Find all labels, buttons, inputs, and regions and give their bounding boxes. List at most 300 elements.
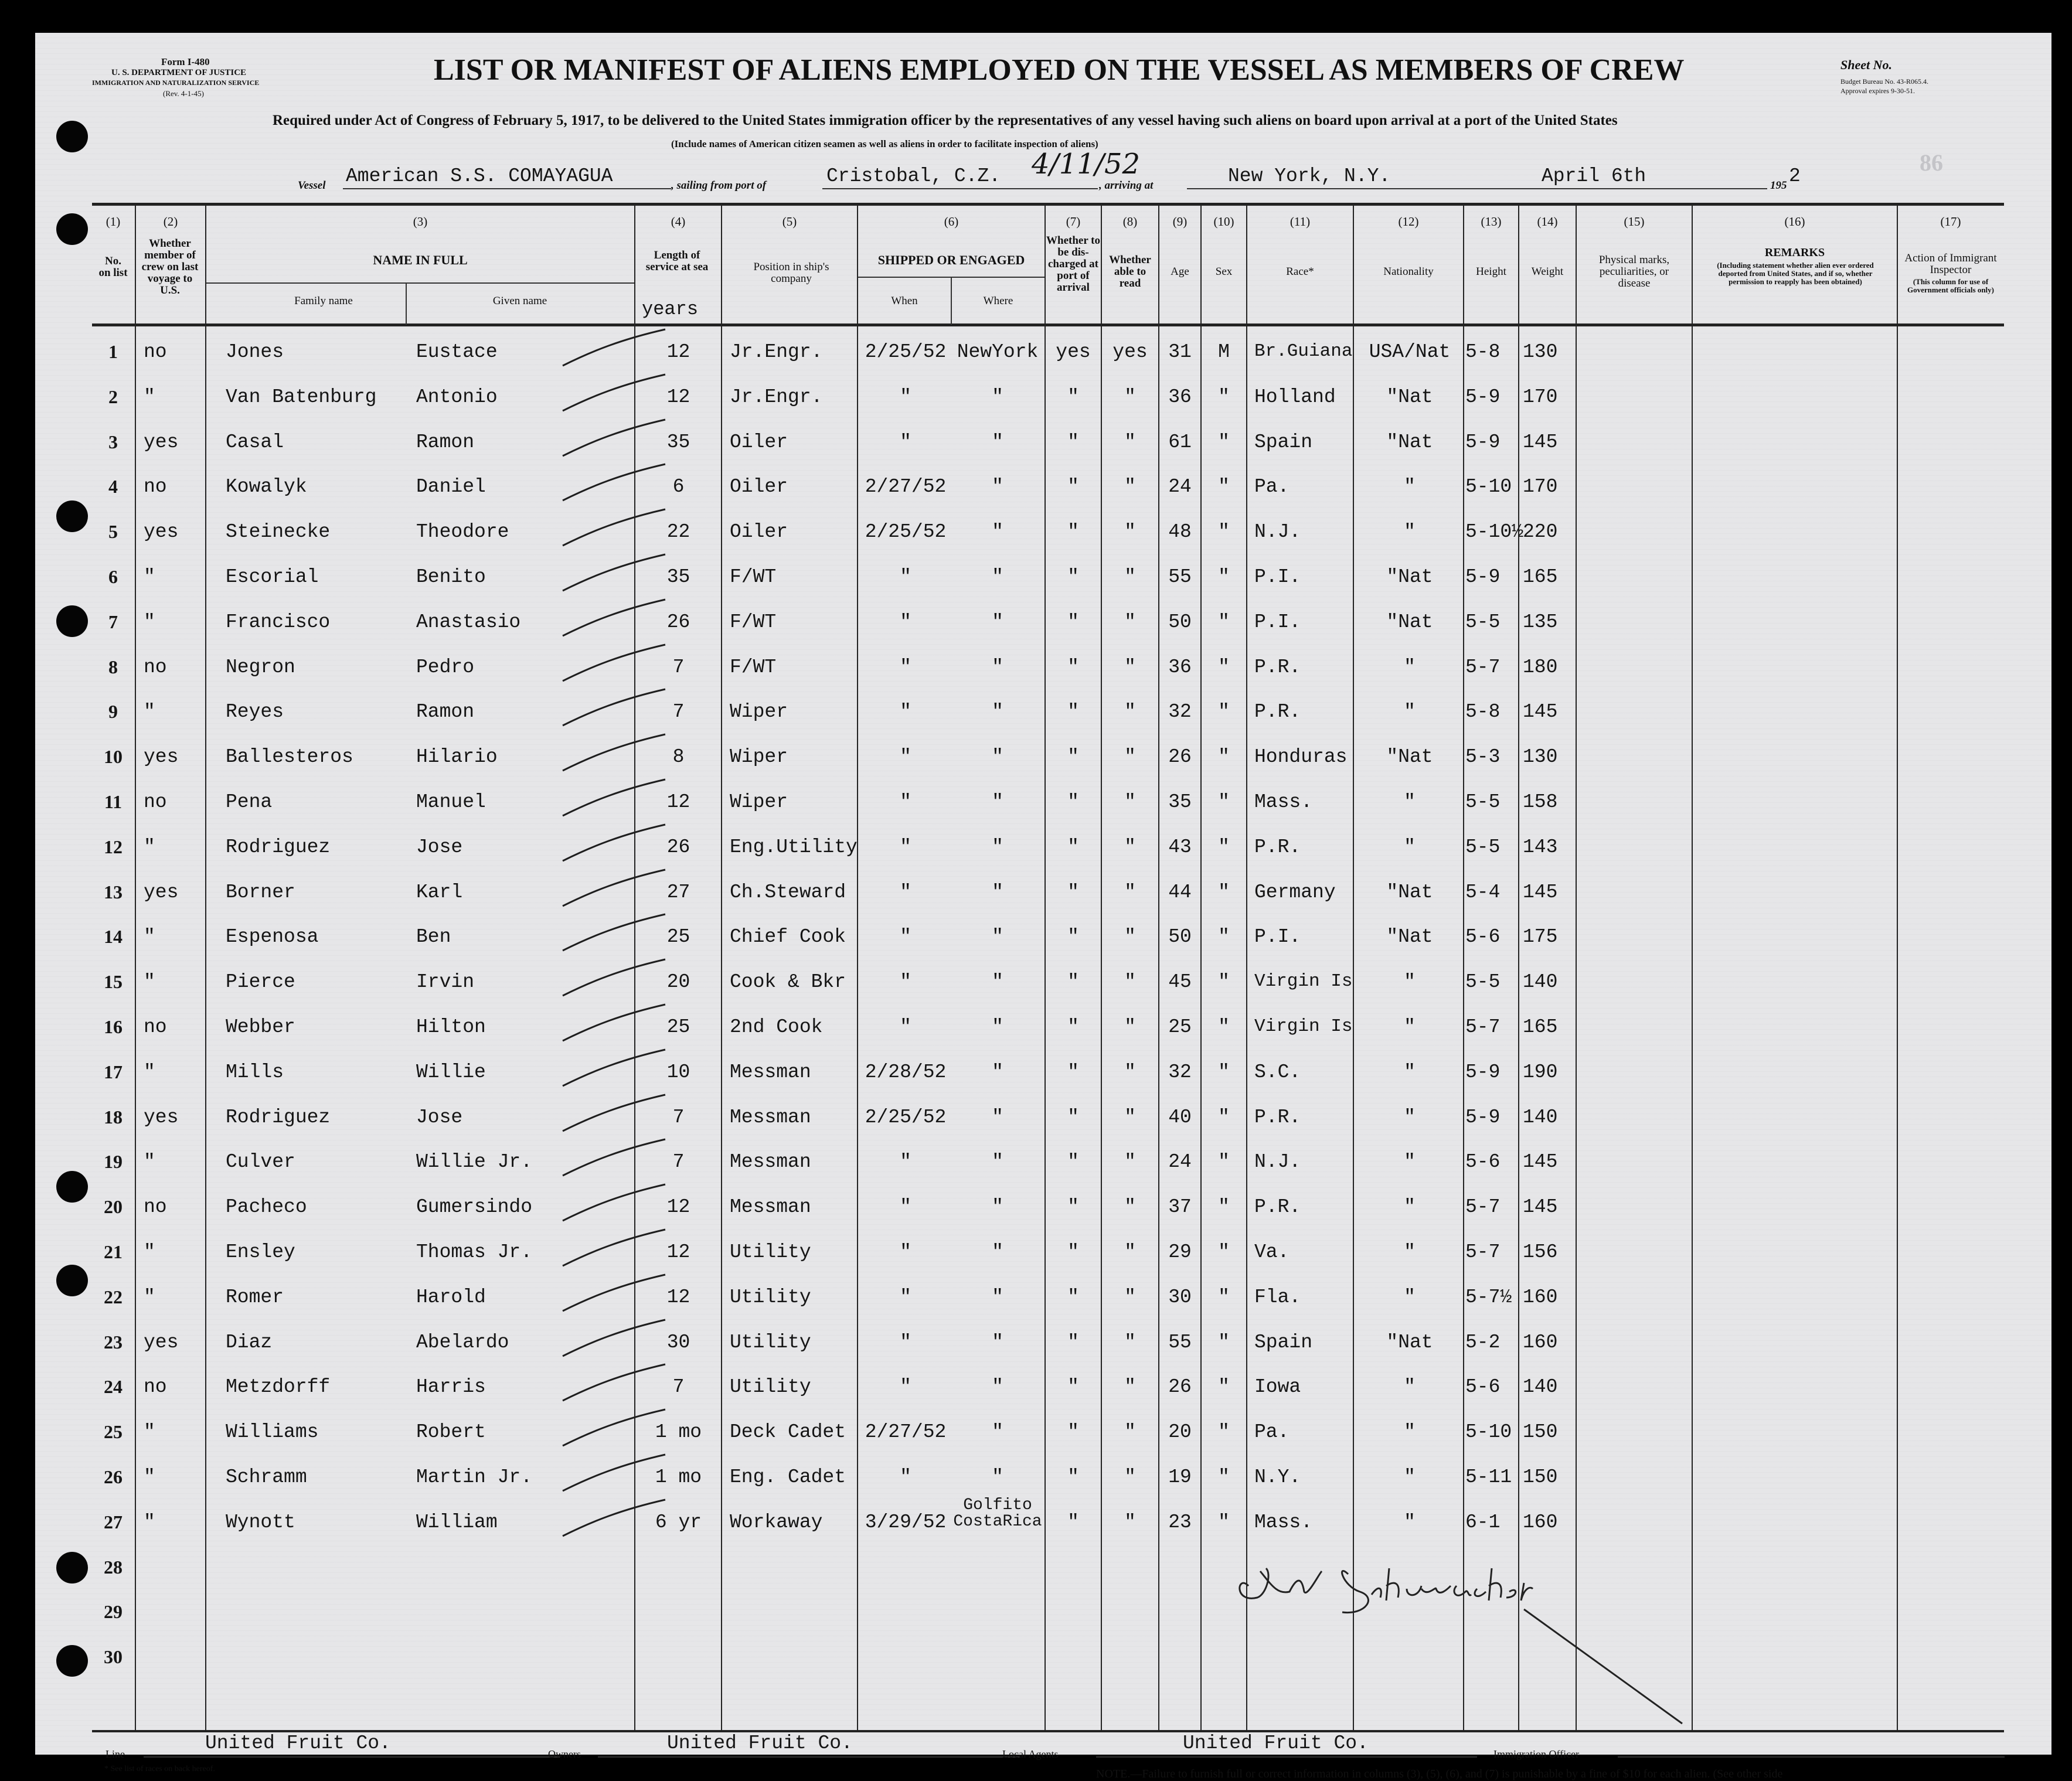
cell-discharged: " bbox=[1067, 1016, 1079, 1038]
cell-weight: 140 bbox=[1523, 971, 1558, 993]
colnum-14: (14) bbox=[1537, 214, 1558, 229]
cell-height: 5-10 bbox=[1465, 476, 1512, 498]
cell-position: Oiler bbox=[730, 521, 788, 543]
check-mark bbox=[557, 1405, 674, 1452]
cell-family-name: Casal bbox=[226, 431, 284, 453]
cell-family-name: Ensley bbox=[226, 1241, 295, 1263]
cell-row-number: 17 bbox=[104, 1061, 123, 1082]
cell-age: 61 bbox=[1168, 431, 1192, 453]
table-row bbox=[35, 513, 2051, 557]
check-mark bbox=[557, 415, 674, 462]
cell-nationality: "Nat bbox=[1386, 566, 1433, 588]
cell-given-name: Harris bbox=[416, 1376, 486, 1398]
check-mark bbox=[557, 1135, 674, 1181]
cell-able-to-read: " bbox=[1124, 476, 1136, 498]
cell-sex: " bbox=[1218, 1151, 1230, 1173]
cell-position: Wiper bbox=[730, 701, 788, 723]
cell-able-to-read: yes bbox=[1112, 341, 1148, 363]
cell-position: F/WT bbox=[730, 611, 777, 633]
cell-discharged: yes bbox=[1056, 341, 1091, 363]
cell-weight: 160 bbox=[1523, 1511, 1558, 1533]
cell-row-number: 5 bbox=[108, 521, 118, 543]
cell-crew-last-voyage: yes bbox=[144, 746, 179, 768]
cell-family-name: Webber bbox=[226, 1016, 295, 1038]
cell-age: 45 bbox=[1168, 971, 1192, 993]
col-header-height: Height bbox=[1476, 265, 1506, 278]
cell-height: 5-5 bbox=[1465, 611, 1501, 633]
cell-shipped-where: " bbox=[992, 1466, 1003, 1488]
form-department: U. S. DEPARTMENT OF JUSTICE bbox=[111, 68, 247, 77]
cell-height: 5-3 bbox=[1465, 746, 1501, 768]
table-row bbox=[35, 423, 2051, 468]
check-mark bbox=[557, 1360, 674, 1407]
cell-age: 23 bbox=[1168, 1511, 1192, 1533]
cell-race: P.R. bbox=[1254, 701, 1301, 723]
cell-nationality: " bbox=[1404, 836, 1416, 858]
colnum-7: (7) bbox=[1066, 214, 1081, 229]
cell-shipped-where: " bbox=[992, 1421, 1003, 1443]
footer-line: United Fruit Co. bbox=[205, 1732, 391, 1754]
cell-race: P.R. bbox=[1254, 656, 1301, 678]
col-header-sex: Sex bbox=[1215, 265, 1233, 278]
cell-discharged: " bbox=[1067, 656, 1079, 678]
cell-given-name: Harold bbox=[416, 1286, 486, 1308]
cell-position: F/WT bbox=[730, 656, 777, 678]
cell-nationality: " bbox=[1404, 1286, 1416, 1308]
table-row bbox=[35, 1593, 2051, 1637]
cell-shipped-when: 2/25/52 bbox=[865, 341, 947, 363]
cell-service-length: 30 bbox=[666, 1331, 690, 1353]
cell-crew-last-voyage: yes bbox=[144, 431, 179, 453]
cell-age: 44 bbox=[1168, 881, 1192, 903]
cell-position: Jr.Engr. bbox=[730, 341, 823, 363]
col-header-position: Position in ship's company bbox=[753, 261, 829, 285]
footer-owners-label: Owners bbox=[548, 1748, 581, 1760]
signature bbox=[1225, 1539, 1723, 1750]
table-row bbox=[35, 333, 2051, 377]
table-row bbox=[35, 873, 2051, 918]
cell-able-to-read: " bbox=[1124, 656, 1136, 678]
cell-discharged: " bbox=[1067, 611, 1079, 633]
include-statement: (Include names of American citizen seamen as well as aliens in order to facilitate inspection of aliens) bbox=[671, 138, 1098, 149]
budget-bureau: Budget Bureau No. 43-R065.4. bbox=[1840, 77, 1928, 86]
cell-position: Oiler bbox=[730, 431, 788, 453]
cell-position: Jr.Engr. bbox=[730, 386, 823, 408]
cell-discharged: " bbox=[1067, 1106, 1079, 1128]
cell-family-name: Metzdorff bbox=[226, 1376, 331, 1398]
cell-able-to-read: " bbox=[1124, 881, 1136, 903]
cell-crew-last-voyage: no bbox=[144, 341, 167, 363]
cell-sex: " bbox=[1218, 881, 1230, 903]
cell-weight: 145 bbox=[1523, 701, 1558, 723]
colnum-8: (8) bbox=[1122, 214, 1138, 229]
cell-shipped-where: " bbox=[992, 836, 1003, 858]
cell-age: 37 bbox=[1168, 1196, 1192, 1218]
cell-able-to-read: " bbox=[1124, 836, 1136, 858]
cell-nationality: USA/Nat bbox=[1369, 341, 1451, 363]
required-statement: Required under Act of Congress of February 5, 1917, to be delivered to the United States immigration officer by the representatives of any vessel having such aliens on board upon arrival at a port of the United States bbox=[273, 113, 1618, 128]
cell-able-to-read: " bbox=[1124, 611, 1136, 633]
cell-weight: 158 bbox=[1523, 791, 1558, 813]
cell-row-number: 18 bbox=[104, 1106, 123, 1128]
cell-discharged: " bbox=[1067, 1376, 1079, 1398]
cell-family-name: Williams bbox=[226, 1421, 319, 1443]
cell-position: Messman bbox=[730, 1061, 811, 1083]
cell-able-to-read: " bbox=[1124, 1151, 1136, 1173]
cell-position: Eng. Cadet bbox=[730, 1466, 846, 1488]
cell-shipped-where: " bbox=[992, 611, 1003, 633]
cell-height: 5-5 bbox=[1465, 791, 1501, 813]
cell-height: 5-7 bbox=[1465, 656, 1501, 678]
cell-weight: 175 bbox=[1523, 926, 1558, 948]
cell-sex: " bbox=[1218, 971, 1230, 993]
cell-age: 26 bbox=[1168, 1376, 1192, 1398]
cell-service-length: 7 bbox=[672, 656, 685, 678]
cell-service-length: 8 bbox=[672, 746, 685, 768]
cell-position: Utility bbox=[730, 1376, 811, 1398]
cell-race: N.J. bbox=[1254, 521, 1301, 543]
cell-family-name: Van Batenburg bbox=[226, 386, 377, 408]
arriving-port: New York, N.Y. bbox=[1228, 165, 1391, 187]
cell-position: Ch.Steward bbox=[730, 881, 846, 903]
cell-discharged: " bbox=[1067, 836, 1079, 858]
cell-given-name: Gumersindo bbox=[416, 1196, 533, 1218]
penalty-note: NOTE.—Failure to furnish full or correct information in columns (3), (5), (6), and (7) is punishable by a fine of $10 for each alien. (See other side bbox=[1096, 1768, 1783, 1780]
cell-crew-last-voyage: no bbox=[144, 1376, 167, 1398]
punch-hole bbox=[56, 213, 88, 245]
cell-race: S.C. bbox=[1254, 1061, 1301, 1083]
cell-height: 5-9 bbox=[1465, 1106, 1501, 1128]
cell-family-name: Rodriguez bbox=[226, 1106, 331, 1128]
col-header-nationality: Nationality bbox=[1383, 265, 1434, 278]
cell-nationality: " bbox=[1404, 521, 1416, 543]
check-mark bbox=[557, 505, 674, 551]
cell-weight: 160 bbox=[1523, 1286, 1558, 1308]
table-row bbox=[35, 603, 2051, 648]
colnum-1: (1) bbox=[106, 214, 121, 229]
cell-given-name: Antonio bbox=[416, 386, 498, 408]
cell-shipped-when: " bbox=[900, 656, 911, 678]
cell-able-to-read: " bbox=[1124, 1196, 1136, 1218]
col-header-physical: Physical marks, peculiarities, or disease bbox=[1598, 254, 1670, 290]
cell-crew-last-voyage: " bbox=[144, 701, 155, 723]
cell-shipped-when: " bbox=[900, 386, 911, 408]
cell-nationality: " bbox=[1404, 1421, 1416, 1443]
cell-age: 40 bbox=[1168, 1106, 1192, 1128]
cell-given-name: Hilton bbox=[416, 1016, 486, 1038]
cell-race: Honduras bbox=[1254, 746, 1348, 768]
col-header-action: Action of Immigrant Inspector bbox=[1904, 252, 1997, 276]
cell-row-number: 26 bbox=[104, 1466, 123, 1487]
cell-race: P.R. bbox=[1254, 1196, 1301, 1218]
cell-weight: 140 bbox=[1523, 1376, 1558, 1398]
sailing-from-label: , sailing from port of bbox=[671, 179, 767, 192]
cell-age: 19 bbox=[1168, 1466, 1192, 1488]
cell-nationality: " bbox=[1404, 701, 1416, 723]
cell-height: 5-7 bbox=[1465, 1196, 1501, 1218]
cell-age: 36 bbox=[1168, 386, 1192, 408]
cell-race: Va. bbox=[1254, 1241, 1290, 1263]
cell-able-to-read: " bbox=[1124, 1511, 1136, 1533]
cell-shipped-where: " bbox=[992, 701, 1003, 723]
cell-row-number: 16 bbox=[104, 1016, 123, 1037]
cell-position: Messman bbox=[730, 1151, 811, 1173]
cell-given-name: Hilario bbox=[416, 746, 498, 768]
cell-race: P.R. bbox=[1254, 836, 1301, 858]
cell-row-number: 13 bbox=[104, 881, 123, 903]
cell-discharged: " bbox=[1067, 1421, 1079, 1443]
stamp-date: 4/11/52 bbox=[1032, 148, 1141, 181]
cell-age: 50 bbox=[1168, 926, 1192, 948]
cell-height: 5-9 bbox=[1465, 431, 1501, 453]
cell-service-length: 7 bbox=[672, 1376, 685, 1398]
cell-row-number: 28 bbox=[104, 1556, 123, 1578]
cell-row-number: 6 bbox=[108, 566, 118, 587]
vessel-label: Vessel bbox=[298, 179, 326, 192]
cell-sex: " bbox=[1218, 521, 1230, 543]
table-row bbox=[35, 828, 2051, 873]
col-header-remarks: REMARKS bbox=[1764, 246, 1825, 259]
cell-shipped-where: " bbox=[992, 926, 1003, 948]
cell-height: 5-6 bbox=[1465, 1151, 1501, 1173]
cell-age: 55 bbox=[1168, 1331, 1192, 1353]
col-header-shipped: SHIPPED OR ENGAGED bbox=[877, 253, 1025, 267]
cell-age: 35 bbox=[1168, 791, 1192, 813]
cell-service-length: 20 bbox=[666, 971, 690, 993]
cell-shipped-when: " bbox=[900, 1241, 911, 1263]
cell-shipped-when: " bbox=[900, 746, 911, 768]
cell-sex: " bbox=[1218, 431, 1230, 453]
cell-age: 50 bbox=[1168, 611, 1192, 633]
check-mark bbox=[557, 1225, 674, 1272]
check-mark bbox=[557, 685, 674, 731]
cell-family-name: Ballesteros bbox=[226, 746, 353, 768]
cell-shipped-when: 2/25/52 bbox=[865, 1106, 947, 1128]
cell-height: 5-7 bbox=[1465, 1016, 1501, 1038]
cell-able-to-read: " bbox=[1124, 701, 1136, 723]
cell-shipped-where: NewYork bbox=[957, 341, 1039, 363]
check-mark bbox=[557, 775, 674, 822]
cell-position: Wiper bbox=[730, 746, 788, 768]
cell-service-length: 1 mo bbox=[655, 1466, 702, 1488]
cell-position: Utility bbox=[730, 1331, 811, 1353]
cell-service-length: 26 bbox=[666, 611, 690, 633]
cell-discharged: " bbox=[1067, 881, 1079, 903]
colnum-3: (3) bbox=[413, 214, 428, 229]
cell-position: Oiler bbox=[730, 476, 788, 498]
cell-position: Utility bbox=[730, 1286, 811, 1308]
cell-service-length: 12 bbox=[666, 341, 690, 363]
colnum-13: (13) bbox=[1481, 214, 1502, 229]
cell-discharged: " bbox=[1067, 386, 1079, 408]
cell-row-number: 21 bbox=[104, 1241, 123, 1262]
cell-discharged: " bbox=[1067, 791, 1079, 813]
cell-position: Wiper bbox=[730, 791, 788, 813]
cell-nationality: "Nat bbox=[1386, 386, 1433, 408]
cell-race: Virgin Is bbox=[1254, 971, 1353, 992]
cell-position: Eng.Utility bbox=[730, 836, 858, 858]
cell-shipped-when: " bbox=[900, 1286, 911, 1308]
cell-nationality: " bbox=[1404, 476, 1416, 498]
cell-service-length: 35 bbox=[666, 431, 690, 453]
action-note: (This column for use of Government officials only) bbox=[1907, 277, 1995, 294]
cell-age: 32 bbox=[1168, 1061, 1192, 1083]
cell-nationality: " bbox=[1404, 1376, 1416, 1398]
cell-crew-last-voyage: yes bbox=[144, 1331, 179, 1353]
cell-discharged: " bbox=[1067, 1241, 1079, 1263]
cell-shipped-when: " bbox=[900, 566, 911, 588]
cell-height: 5-8 bbox=[1465, 341, 1501, 363]
cell-weight: 165 bbox=[1523, 1016, 1558, 1038]
cell-position: Deck Cadet bbox=[730, 1421, 846, 1443]
cell-sex: " bbox=[1218, 1106, 1230, 1128]
cell-service-length: 12 bbox=[666, 386, 690, 408]
cell-crew-last-voyage: " bbox=[144, 1241, 155, 1263]
cell-race: Pa. bbox=[1254, 1421, 1290, 1443]
cell-crew-last-voyage: no bbox=[144, 791, 167, 813]
years-note: years bbox=[642, 298, 699, 320]
cell-given-name: Irvin bbox=[416, 971, 475, 993]
cell-race: Pa. bbox=[1254, 476, 1290, 498]
sailing-port: Cristobal, C.Z. bbox=[826, 165, 1001, 187]
cell-shipped-where: " bbox=[992, 1241, 1003, 1263]
cell-crew-last-voyage: " bbox=[144, 1061, 155, 1083]
sheet-number-label: Sheet No. bbox=[1840, 57, 1892, 72]
cell-crew-last-voyage: " bbox=[144, 386, 155, 408]
cell-service-length: 26 bbox=[666, 836, 690, 858]
check-mark bbox=[557, 1450, 674, 1497]
cell-nationality: " bbox=[1404, 1511, 1416, 1533]
check-mark bbox=[557, 325, 674, 372]
cell-race: P.I. bbox=[1254, 926, 1301, 948]
cell-shipped-where: " bbox=[992, 476, 1003, 498]
cell-position: 2nd Cook bbox=[730, 1016, 823, 1038]
check-mark bbox=[557, 1315, 674, 1362]
cell-weight: 156 bbox=[1523, 1241, 1558, 1263]
cell-weight: 130 bbox=[1523, 341, 1558, 363]
form-number: Form I-480 bbox=[161, 56, 210, 67]
cell-family-name: Francisco bbox=[226, 611, 331, 633]
check-mark bbox=[557, 1495, 674, 1542]
table-row bbox=[35, 1323, 2051, 1368]
cell-crew-last-voyage: yes bbox=[144, 1106, 179, 1128]
cell-shipped-when: " bbox=[900, 1376, 911, 1398]
cell-able-to-read: " bbox=[1124, 926, 1136, 948]
cell-family-name: Mills bbox=[226, 1061, 284, 1083]
cell-able-to-read: " bbox=[1124, 1016, 1136, 1038]
cell-nationality: " bbox=[1404, 791, 1416, 813]
colnum-9: (9) bbox=[1172, 214, 1188, 229]
cell-family-name: Wynott bbox=[226, 1511, 295, 1533]
check-mark bbox=[557, 1000, 674, 1047]
cell-row-number: 4 bbox=[108, 476, 118, 498]
cell-nationality: " bbox=[1404, 1106, 1416, 1128]
cell-discharged: " bbox=[1067, 566, 1079, 588]
table-row bbox=[35, 738, 2051, 782]
cell-nationality: " bbox=[1404, 1241, 1416, 1263]
cell-shipped-where: " bbox=[992, 1106, 1003, 1128]
cell-weight: 150 bbox=[1523, 1421, 1558, 1443]
cell-row-number: 9 bbox=[108, 701, 118, 723]
cell-shipped-when: " bbox=[900, 1331, 911, 1353]
punch-hole bbox=[56, 121, 88, 152]
page-title: LIST OR MANIFEST OF ALIENS EMPLOYED ON THE VESSEL AS MEMBERS OF CREW bbox=[434, 53, 1685, 87]
col-header-race: Race* bbox=[1286, 265, 1314, 278]
col-header-no: No. on list bbox=[98, 255, 128, 279]
cell-able-to-read: " bbox=[1124, 971, 1136, 993]
cell-race: P.I. bbox=[1254, 566, 1301, 588]
cell-service-length: 12 bbox=[666, 1241, 690, 1263]
cell-sex: " bbox=[1218, 1511, 1230, 1533]
cell-crew-last-voyage: " bbox=[144, 566, 155, 588]
cell-age: 36 bbox=[1168, 656, 1192, 678]
cell-family-name: Kowalyk bbox=[226, 476, 307, 498]
cell-discharged: " bbox=[1067, 431, 1079, 453]
table-row bbox=[35, 1496, 2051, 1548]
cell-race: Germany bbox=[1254, 881, 1336, 903]
check-mark bbox=[557, 550, 674, 597]
cell-able-to-read: " bbox=[1124, 1106, 1136, 1128]
cell-row-number: 10 bbox=[104, 746, 123, 768]
colnum-10: (10) bbox=[1213, 214, 1234, 229]
year-suffix: 2 bbox=[1789, 165, 1801, 187]
cell-shipped-when: " bbox=[900, 1466, 911, 1488]
cell-weight: 150 bbox=[1523, 1466, 1558, 1488]
cell-family-name: Pacheco bbox=[226, 1196, 307, 1218]
col-header-service: Length of service at sea bbox=[645, 249, 709, 273]
colnum-17: (17) bbox=[1940, 214, 1961, 229]
races-note: * See list of races on back hereof. bbox=[104, 1765, 215, 1773]
cell-row-number: 24 bbox=[104, 1376, 123, 1398]
colnum-11: (11) bbox=[1290, 214, 1311, 229]
cell-row-number: 1 bbox=[108, 341, 118, 362]
cell-sex: M bbox=[1218, 341, 1230, 363]
cell-able-to-read: " bbox=[1124, 431, 1136, 453]
cell-weight: 170 bbox=[1523, 476, 1558, 498]
cell-weight: 145 bbox=[1523, 1196, 1558, 1218]
cell-race: Spain bbox=[1254, 1331, 1313, 1353]
cell-given-name: Eustace bbox=[416, 341, 498, 363]
footer-owners: United Fruit Co. bbox=[667, 1732, 853, 1754]
cell-row-number: 11 bbox=[104, 791, 123, 812]
cell-shipped-when: " bbox=[900, 971, 911, 993]
check-mark bbox=[557, 640, 674, 687]
cell-height: 5-8 bbox=[1465, 701, 1501, 723]
cell-weight: 170 bbox=[1523, 386, 1558, 408]
cell-height: 5-7 bbox=[1465, 1241, 1501, 1263]
cell-sex: " bbox=[1218, 836, 1230, 858]
cell-shipped-where: " bbox=[992, 566, 1003, 588]
cell-shipped-where: " bbox=[992, 521, 1003, 543]
table-row bbox=[35, 693, 2051, 737]
cell-age: 24 bbox=[1168, 1151, 1192, 1173]
cell-sex: " bbox=[1218, 476, 1230, 498]
cell-sex: " bbox=[1218, 1061, 1230, 1083]
cell-shipped-where: " bbox=[992, 1376, 1003, 1398]
remarks-note: (Including statement whether alien ever ordered deported from United States, and if so, whether permission to reapply has been obtained) bbox=[1717, 261, 1874, 286]
cell-service-length: 27 bbox=[666, 881, 690, 903]
cell-service-length: 6 bbox=[672, 476, 685, 498]
cell-weight: 143 bbox=[1523, 836, 1558, 858]
col-header-read: Whether able to read bbox=[1109, 254, 1151, 290]
table-row bbox=[35, 783, 2051, 827]
cell-age: 43 bbox=[1168, 836, 1192, 858]
cell-family-name: Pierce bbox=[226, 971, 295, 993]
cell-sex: " bbox=[1218, 1016, 1230, 1038]
cell-row-number: 7 bbox=[108, 611, 118, 632]
check-mark bbox=[557, 370, 674, 417]
cell-service-length: 1 mo bbox=[655, 1421, 702, 1443]
